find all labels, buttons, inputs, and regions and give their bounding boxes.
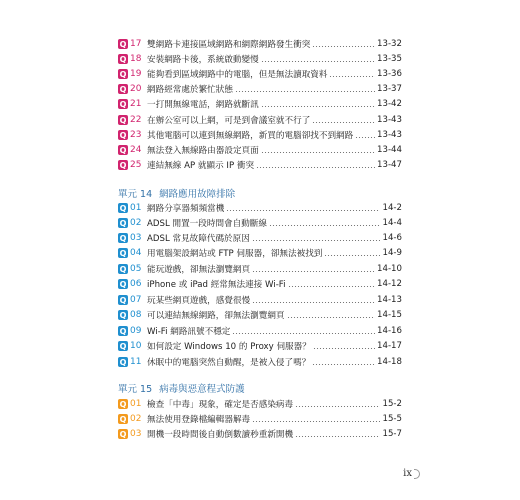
section-title: 網路應用故障排除 <box>159 189 236 200</box>
toc-entry[interactable] <box>118 308 402 322</box>
question-badge: Q <box>119 310 127 320</box>
entry-number: 22 <box>130 115 142 125</box>
toc-entry[interactable] <box>118 113 402 127</box>
entry-title: 雙網路卡連接區域網路和網際網路發生衝突 <box>147 40 311 50</box>
page-number: ix <box>403 468 412 479</box>
entry-page: 13-36 <box>377 69 402 79</box>
entry-page: 14-6 <box>382 233 402 243</box>
toc-entry[interactable] <box>118 216 402 230</box>
question-badge: Q <box>119 54 127 64</box>
dot-leader <box>261 61 375 62</box>
entry-title: 無法登入無線路由器設定頁面 <box>147 146 259 156</box>
question-badge: Q <box>119 160 127 170</box>
entry-number: 01 <box>130 399 142 409</box>
entry-page: 15-7 <box>382 429 402 439</box>
question-badge: Q <box>119 429 127 439</box>
dot-leader <box>329 76 375 77</box>
toc-entry[interactable] <box>118 143 402 157</box>
entry-title: ADSL 常見故障代碼於原因 <box>147 234 250 244</box>
entry-page: 14-4 <box>382 218 402 228</box>
entry-number: 06 <box>130 279 142 289</box>
entry-number: 23 <box>130 130 142 140</box>
entry-number: 18 <box>130 54 142 64</box>
question-badge: Q <box>119 295 127 305</box>
entry-number: 11 <box>130 357 142 367</box>
entry-number: 02 <box>130 218 142 228</box>
entry-number: 03 <box>130 233 142 243</box>
entry-number: 04 <box>130 248 142 258</box>
entry-title: 連結無線 AP 就顯示 IP 衝突 <box>147 161 255 171</box>
dot-leader <box>252 271 375 272</box>
question-badge: Q <box>119 399 127 409</box>
question-badge: Q <box>119 279 127 289</box>
entry-page: 13-43 <box>377 115 402 125</box>
entry-page: 14-15 <box>377 310 402 320</box>
dot-leader <box>256 167 375 168</box>
dot-leader <box>261 152 375 153</box>
toc-entry[interactable] <box>118 82 402 96</box>
question-badge: Q <box>119 341 127 351</box>
question-badge: Q <box>119 115 127 125</box>
entry-number: 10 <box>130 341 142 351</box>
entry-number: 02 <box>130 414 142 424</box>
dot-leader <box>312 46 375 47</box>
entry-page: 14-17 <box>377 341 402 351</box>
entry-title: ADSL 閒置一段時間會自動斷線 <box>147 219 268 229</box>
entry-page: 13-32 <box>377 39 402 49</box>
question-badge: Q <box>119 357 127 367</box>
entry-title: 休眠中的電腦突然自動醒，是被入侵了嗎？ <box>147 358 311 368</box>
toc-entry[interactable] <box>118 67 402 81</box>
dot-leader <box>252 302 375 303</box>
entry-page: 15-5 <box>382 414 402 424</box>
entry-title: 能夠看到區域網路中的電腦，但是無法讀取資料 <box>147 70 328 80</box>
entry-page: 14-18 <box>377 357 402 367</box>
section-title: 病毒與惡意程式防護 <box>159 384 245 395</box>
toc-entry[interactable] <box>118 293 402 307</box>
entry-page: 13-42 <box>377 99 402 109</box>
entry-title: 玩某些網頁遊戲，感覺很慢 <box>147 296 251 306</box>
section-unit-label: 單元 15 <box>118 384 153 395</box>
entry-number: 24 <box>130 145 142 155</box>
toc-entry[interactable] <box>118 231 402 245</box>
entry-page: 15-2 <box>382 399 402 409</box>
toc-entry[interactable] <box>118 324 402 338</box>
toc-entry[interactable] <box>118 52 402 66</box>
page-footer <box>403 468 420 479</box>
entry-title: iPhone 或 iPad 經常無法連接 Wi-Fi <box>147 280 286 290</box>
dot-leader <box>232 333 375 334</box>
section-heading-unit-14 <box>118 186 235 200</box>
entry-title: 一打開無線電話，網路就斷訊 <box>147 100 259 110</box>
entry-title: 可以連結無線網路，卻無法瀏覽網頁 <box>147 311 285 321</box>
question-badge: Q <box>119 233 127 243</box>
dot-leader <box>252 240 381 241</box>
toc-entry[interactable] <box>118 412 402 426</box>
toc-entry[interactable] <box>118 355 402 369</box>
dot-leader <box>269 225 380 226</box>
question-badge: Q <box>119 326 127 336</box>
entry-title: 無法使用登錄檔編輯器解毒 <box>147 415 251 425</box>
dot-leader <box>235 91 375 92</box>
dot-leader <box>324 255 380 256</box>
entry-title: 網路分享器頻頻當機 <box>147 204 225 214</box>
entry-number: 09 <box>130 326 142 336</box>
entry-page: 13-43 <box>377 130 402 140</box>
entry-number: 25 <box>130 160 142 170</box>
entry-page: 13-47 <box>377 160 402 170</box>
entry-title: 其他電腦可以連到無線網路，新買的電腦卻找不到網路 <box>147 131 354 141</box>
entry-page: 13-37 <box>377 84 402 94</box>
entry-number: 03 <box>130 429 142 439</box>
question-badge: Q <box>119 39 127 49</box>
dot-leader <box>312 364 375 365</box>
question-badge: Q <box>119 145 127 155</box>
entry-number: 08 <box>130 310 142 320</box>
entry-title: 能玩遊戲，卻無法瀏覽網頁 <box>147 265 251 275</box>
entry-number: 01 <box>130 203 142 213</box>
toc-entry[interactable] <box>118 37 402 51</box>
entry-number: 20 <box>130 84 142 94</box>
dot-leader <box>313 348 375 349</box>
dot-leader <box>252 421 380 422</box>
entry-page: 14-13 <box>377 295 402 305</box>
entry-page: 13-35 <box>377 54 402 64</box>
dot-leader <box>312 122 375 123</box>
toc-entry[interactable] <box>118 201 402 215</box>
section-unit-label: 單元 14 <box>118 189 153 200</box>
toc-entry[interactable] <box>118 128 402 142</box>
toc-entry[interactable] <box>118 262 402 276</box>
dot-leader <box>295 436 380 437</box>
question-badge: Q <box>119 218 127 228</box>
question-badge: Q <box>119 69 127 79</box>
entry-page: 14-12 <box>377 279 402 289</box>
question-badge: Q <box>119 414 127 424</box>
question-badge: Q <box>119 248 127 258</box>
entry-number: 07 <box>130 295 142 305</box>
dot-leader <box>355 137 375 138</box>
question-badge: Q <box>119 130 127 140</box>
dot-leader <box>226 210 380 211</box>
page-corner-icon <box>414 469 420 479</box>
entry-title: 用電腦架設網站或 FTP 伺服器，卻無法被找到 <box>147 249 323 259</box>
entry-title: 在辦公室可以上網，可是到會議室就不行了 <box>147 116 311 126</box>
entry-number: 17 <box>130 39 142 49</box>
entry-title: 安裝網路卡後，系統啟動變慢 <box>147 55 259 65</box>
entry-title: 檢查「中毒」現象，確定是否感染病毒 <box>147 400 294 410</box>
dot-leader <box>295 406 380 407</box>
entry-page: 14-10 <box>377 264 402 274</box>
toc-entry[interactable] <box>118 97 402 111</box>
dot-leader <box>287 317 376 318</box>
question-badge: Q <box>119 99 127 109</box>
toc-entry[interactable] <box>118 246 402 260</box>
question-badge: Q <box>119 264 127 274</box>
entry-title: 網路經常處於繁忙狀態 <box>147 85 233 95</box>
entry-number: 21 <box>130 99 142 109</box>
dot-leader <box>288 286 376 287</box>
entry-page: 14-9 <box>382 248 402 258</box>
section-heading-unit-15 <box>118 381 245 395</box>
question-badge: Q <box>119 203 127 213</box>
entry-page: 14-16 <box>377 326 402 336</box>
entry-number: 19 <box>130 69 142 79</box>
toc-entry[interactable] <box>118 397 402 411</box>
toc-entry[interactable] <box>118 158 402 172</box>
toc-entry[interactable] <box>118 427 402 441</box>
dot-leader <box>261 106 375 107</box>
toc-entry[interactable] <box>118 277 402 291</box>
toc-entry[interactable] <box>118 339 402 353</box>
question-badge: Q <box>119 84 127 94</box>
entry-title: Wi-Fi 網路訊號不穩定 <box>147 327 231 337</box>
entry-number: 05 <box>130 264 142 274</box>
entry-title: 如何設定 Windows 10 的 Proxy 伺服器？ <box>147 342 311 352</box>
entry-title: 開機一段時間後自動倒數讀秒重新開機 <box>147 430 294 440</box>
entry-page: 13-44 <box>377 145 402 155</box>
entry-page: 14-2 <box>382 203 402 213</box>
